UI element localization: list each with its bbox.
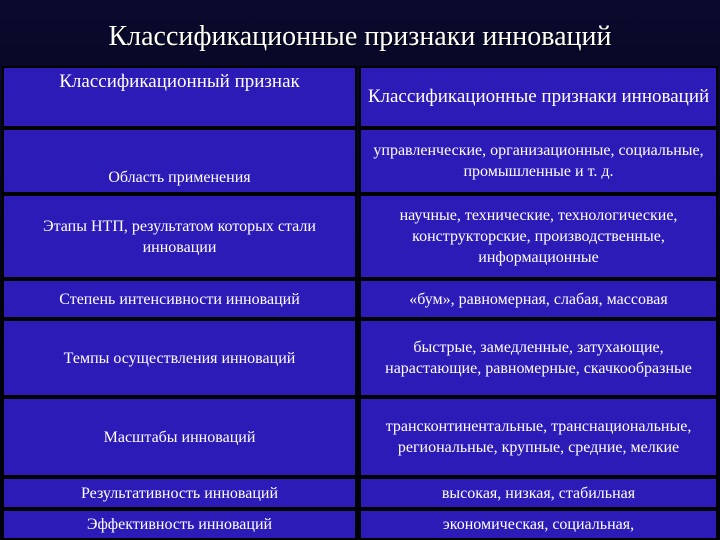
row-2-feature: Этапы НТП, результатом которых стали инновации (2, 194, 357, 279)
row-6-feature: Результативность инноваций (2, 477, 357, 509)
row-4-values: быстрые, замедленные, затухающие, нарастающие, равномерные, скачкообразные (359, 319, 718, 397)
row-7-feature: Эффективность инноваций (2, 509, 357, 540)
row-5-values: трансконтинентальные, транснациональные, региональные, крупные, средние, мелкие (359, 397, 718, 477)
row-7-values: экономическая, социальная, (359, 509, 718, 540)
row-3-feature: Степень интенсивности инноваций (2, 279, 357, 319)
row-4-feature: Темпы осуществления инноваций (2, 319, 357, 397)
row-1-feature: Область применения (2, 128, 357, 194)
row-3-values: «бум», равномерная, слабая, массовая (359, 279, 718, 319)
header-cell-values: Классификационные признаки инноваций (359, 66, 718, 128)
row-6-values: высокая, низкая, стабильная (359, 477, 718, 509)
row-2-values: научные, технические, технологические, конструкторские, производственные, информационные (359, 194, 718, 279)
slide-title: Классификационные признаки инноваций (108, 21, 612, 52)
row-1-values: управленческие, организационные, социальные, промышленные и т. д. (359, 128, 718, 194)
header-cell-feature: Классификационный признак (2, 66, 357, 128)
row-5-feature: Масштабы инноваций (2, 397, 357, 477)
